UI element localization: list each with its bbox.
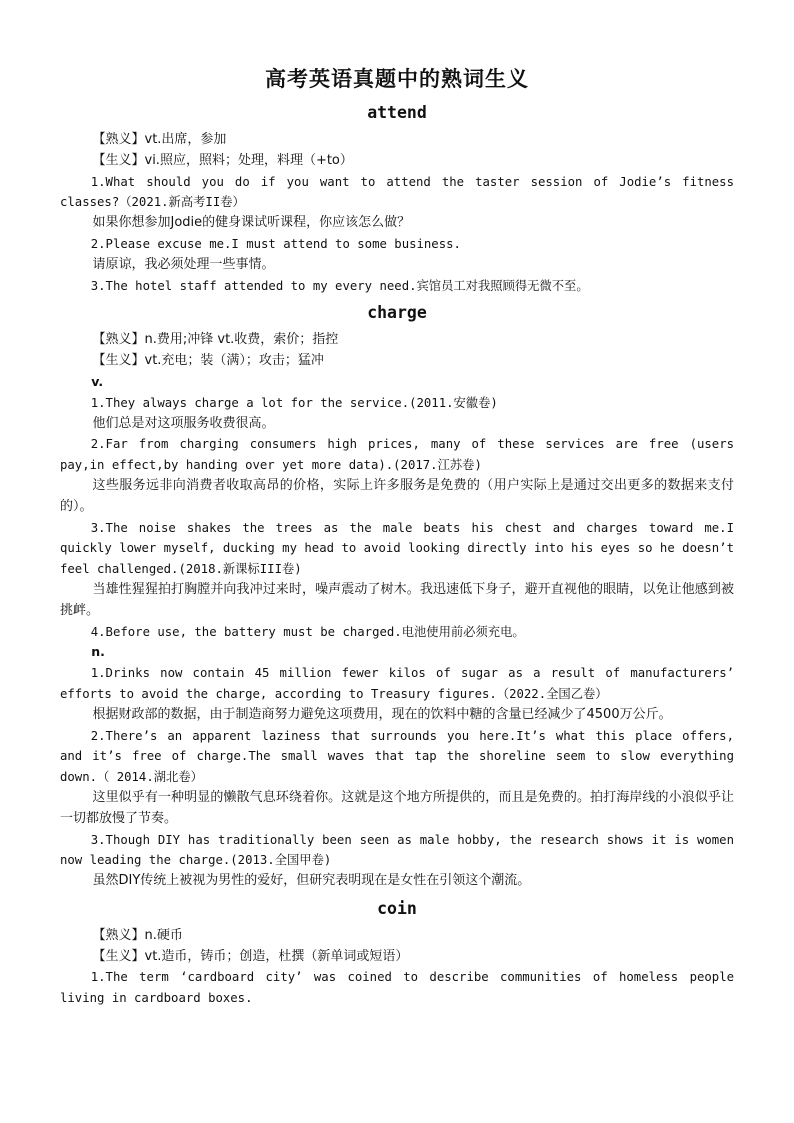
example-sentence: 3.The hotel staff attended to my every need.宾馆员工对我照顾得无微不至。: [90, 278, 589, 293]
example-sentence: 4.Before use, the battery must be charged.电池使用前必须充电。: [90, 624, 525, 639]
headword: attend: [367, 103, 427, 122]
example-sentence: 2.Please excuse me.I must attend to some business.: [90, 236, 461, 251]
example-sentence: 2.Far from charging consumers high prices, many of these services are free (users pay,in effect,by handing over yet more data).(2017.江苏卷): [60, 437, 734, 473]
headword: charge: [367, 303, 427, 323]
example-translation: 当雄性猩猩拍打胸膛并向我冲过来时，噪声震动了树木。我迅速低下身子，避开直视他的眼睛，以免让他感到被挑衅。: [60, 581, 734, 618]
example-sentence: 1.Drinks now contain 45 million fewer kilos of sugar as a result of manufacturers’ efforts to avoid the charge, according to Treasury figures.（2022.全国乙卷）: [60, 666, 734, 701]
entry-charge: [60, 302, 734, 892]
example-translation: 他们总是对这项服务收费很高。: [92, 415, 275, 431]
document-page: [60, 62, 734, 1009]
document-title: 高考英语真题中的熟词生义: [265, 67, 529, 91]
example-sentence: 3.The noise shakes the trees as the male beats his chest and charges toward me.I quickly lower myself, ducking my head to avoid looking directly into his eyes so he doesn’t feel challenged.(2018.新课标III卷): [60, 520, 734, 577]
headword: coin: [377, 898, 417, 918]
example-sentence: 2.There’s an apparent laziness that surrounds you here.It’s what this place offers, and it’s free of charge.The small waves that tap the shoreline seem to slow everything down.（ 2014.湖北卷）: [60, 728, 734, 785]
example-translation: 这些服务远非向消费者收取高昂的价格，实际上许多服务是免费的（用户实际上是通过交出更多的数据来支付的）。: [60, 477, 734, 514]
part-of-speech-label: v.: [91, 373, 104, 389]
common-meaning: 【熟义】vt.出席，参加: [92, 132, 227, 147]
part-of-speech-label: n.: [91, 644, 105, 660]
example-translation: 请原谅，我必须处理一些事情。: [92, 256, 275, 272]
example-translation: 这里似乎有一种明显的懒散气息环绕着你。这就是这个地方所提供的，而且是免费的。拍打海岸线的小浪似乎让一切都放慢了节奏。: [60, 789, 734, 826]
example-translation: 如果你想参加Jodie的健身课试听课程，你应该怎么做？: [92, 215, 411, 231]
common-meaning: 【熟义】n.费用;冲锋 vt.收费，索价；指控: [92, 332, 339, 348]
example-sentence: 1.They always charge a lot for the service.(2011.安徽卷): [90, 395, 498, 410]
example-sentence: 1.The term ‘cardboard city’ was coined to describe communities of homeless people living in cardboard boxes.: [60, 970, 734, 1006]
entry-coin: [60, 898, 734, 1009]
new-meaning: 【生义】vt.充电；装（满）；攻击；猛冲: [92, 353, 324, 369]
example-translation: 根据财政部的数据，由于制造商努力避免这项费用，现在的饮料中糖的含量已经减少了4500万公斤。: [92, 706, 672, 722]
example-sentence: 3.Though DIY has traditionally been seen as male hobby, the research shows it is women now leading the charge.(2013.全国甲卷): [60, 832, 734, 868]
new-meaning: 【生义】vi.照应，照料；处理，料理（+to）: [92, 152, 353, 168]
example-sentence: 1.What should you do if you want to attend the taster session of Jodie’s fitness classes?（2021.新高考II卷）: [60, 174, 734, 210]
common-meaning: 【熟义】n.硬币: [92, 927, 183, 943]
entry-attend: [60, 102, 734, 296]
example-translation: 虽然DIY传统上被视为男性的爱好，但研究表明现在是女性在引领这个潮流。: [92, 873, 531, 889]
new-meaning: 【生义】vt.造币，铸币；创造，杜撰（新单词或短语）: [92, 948, 409, 964]
